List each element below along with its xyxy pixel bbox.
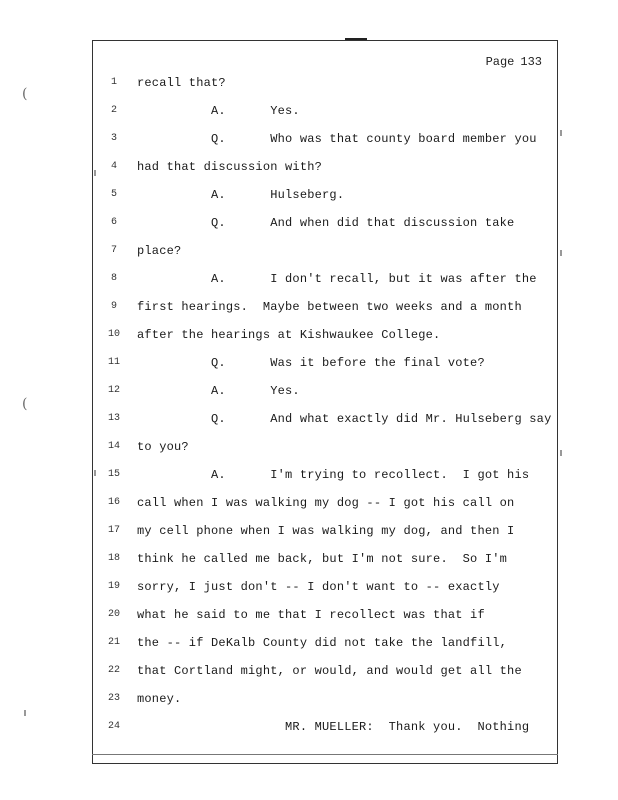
margin-tick bbox=[24, 710, 26, 716]
line-number: 15 bbox=[107, 469, 120, 480]
line-text: A. Yes. bbox=[137, 104, 300, 118]
line-text: my cell phone when I was walking my dog, and then I bbox=[137, 524, 515, 538]
line-text: A. Hulseberg. bbox=[137, 188, 345, 202]
transcript-line bbox=[92, 687, 558, 711]
scan-tick bbox=[94, 170, 96, 176]
transcript-line bbox=[92, 267, 558, 291]
transcript-line bbox=[92, 547, 558, 571]
binder-hole-mark-top: ( bbox=[22, 86, 28, 102]
page-label: Page bbox=[485, 55, 515, 69]
line-number: 23 bbox=[107, 693, 120, 704]
line-number: 1 bbox=[110, 77, 117, 88]
line-number: 16 bbox=[107, 497, 120, 508]
line-number: 14 bbox=[107, 441, 120, 452]
line-text: after the hearings at Kishwaukee College. bbox=[137, 328, 441, 342]
line-text: A. Yes. bbox=[137, 384, 300, 398]
binder-hole-mark-middle: ( bbox=[22, 396, 28, 412]
scan-tick bbox=[560, 450, 562, 456]
line-number: 22 bbox=[107, 665, 120, 676]
line-text: sorry, I just don't -- I don't want to -- exactly bbox=[137, 580, 500, 594]
bottom-rule bbox=[92, 754, 558, 755]
transcript-line bbox=[92, 239, 558, 263]
line-number: 5 bbox=[110, 189, 117, 200]
line-number: 6 bbox=[110, 217, 117, 228]
line-number: 24 bbox=[107, 721, 120, 732]
line-text: Q. And when did that discussion take bbox=[137, 216, 515, 230]
transcript-line bbox=[92, 575, 558, 599]
transcript-line bbox=[92, 323, 558, 347]
line-number: 17 bbox=[107, 525, 120, 536]
line-number: 11 bbox=[107, 357, 120, 368]
line-number: 13 bbox=[107, 413, 120, 424]
line-text: the -- if DeKalb County did not take the landfill, bbox=[137, 636, 508, 650]
line-number: 4 bbox=[110, 161, 117, 172]
line-text: Q. Was it before the final vote? bbox=[137, 356, 485, 370]
page-number-value: 133 bbox=[520, 55, 542, 69]
line-text: A. I'm trying to recollect. I got his bbox=[137, 468, 530, 482]
line-text: first hearings. Maybe between two weeks and a month bbox=[137, 300, 522, 314]
transcript-line bbox=[92, 463, 558, 487]
transcript-line bbox=[92, 183, 558, 207]
scan-tick bbox=[560, 250, 562, 256]
line-text: money. bbox=[137, 692, 182, 706]
line-text: Q. And what exactly did Mr. Hulseberg say bbox=[137, 412, 552, 426]
line-text: what he said to me that I recollect was that if bbox=[137, 608, 485, 622]
line-number: 18 bbox=[107, 553, 120, 564]
line-text: place? bbox=[137, 244, 182, 258]
transcript-line bbox=[92, 127, 558, 151]
line-text: think he called me back, but I'm not sure. So I'm bbox=[137, 552, 508, 566]
line-text: A. I don't recall, but it was after the bbox=[137, 272, 537, 286]
transcript-line bbox=[92, 379, 558, 403]
transcript-line bbox=[92, 491, 558, 515]
transcript-line bbox=[92, 295, 558, 319]
line-text: to you? bbox=[137, 440, 189, 454]
transcript-line bbox=[92, 407, 558, 431]
transcript-line bbox=[92, 351, 558, 375]
line-text: had that discussion with? bbox=[137, 160, 323, 174]
transcript-line bbox=[92, 631, 558, 655]
line-number: 9 bbox=[110, 301, 117, 312]
scan-tick bbox=[94, 470, 96, 476]
line-text: that Cortland might, or would, and would get all the bbox=[137, 664, 522, 678]
line-number: 7 bbox=[110, 245, 117, 256]
transcript-line bbox=[92, 71, 558, 95]
line-number: 10 bbox=[107, 329, 120, 340]
line-number: 12 bbox=[107, 385, 120, 396]
transcript-line bbox=[92, 603, 558, 627]
transcript-line bbox=[92, 715, 558, 739]
line-text: call when I was walking my dog -- I got his call on bbox=[137, 496, 515, 510]
line-text: recall that? bbox=[137, 76, 226, 90]
transcript-line bbox=[92, 211, 558, 235]
line-number: 19 bbox=[107, 581, 120, 592]
line-number: 2 bbox=[110, 105, 117, 116]
transcript-line bbox=[92, 435, 558, 459]
line-number: 21 bbox=[107, 637, 120, 648]
line-text: MR. MUELLER: Thank you. Nothing bbox=[137, 720, 530, 734]
line-number: 20 bbox=[107, 609, 120, 620]
line-text: Q. Who was that county board member you bbox=[137, 132, 537, 146]
transcript-line bbox=[92, 659, 558, 683]
line-number: 8 bbox=[110, 273, 117, 284]
scan-tick bbox=[560, 130, 562, 136]
transcript-line bbox=[92, 99, 558, 123]
transcript-line bbox=[92, 155, 558, 179]
page-number bbox=[486, 55, 548, 69]
line-number: 3 bbox=[110, 133, 117, 144]
transcript-line bbox=[92, 519, 558, 543]
